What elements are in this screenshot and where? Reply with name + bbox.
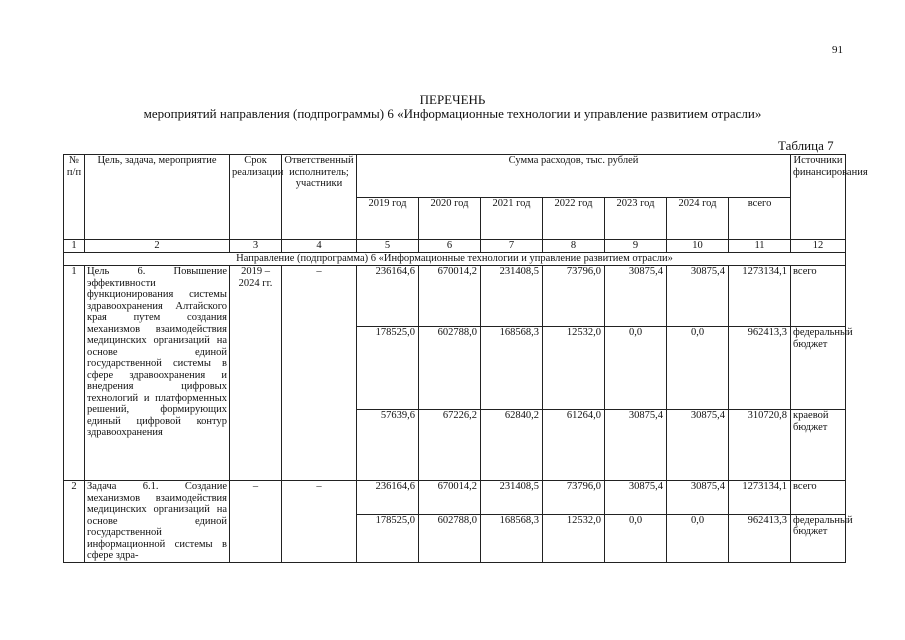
header-total: всего xyxy=(729,197,791,240)
value-cell: 30875,4 xyxy=(667,266,729,327)
column-number: 4 xyxy=(282,240,357,253)
value-cell: 0,0 xyxy=(667,327,729,410)
value-cell: 178525,0 xyxy=(357,327,419,410)
value-cell: 0,0 xyxy=(605,514,667,562)
value-cell: 30875,4 xyxy=(667,481,729,515)
header-sum: Сумма расходов, тыс. рублей xyxy=(357,155,791,198)
value-cell: 236164,6 xyxy=(357,266,419,327)
header-year: 2021 год xyxy=(481,197,543,240)
column-number: 11 xyxy=(729,240,791,253)
value-cell: 73796,0 xyxy=(543,481,605,515)
column-number: 9 xyxy=(605,240,667,253)
value-cell: 178525,0 xyxy=(357,514,419,562)
value-cell: 670014,2 xyxy=(419,266,481,327)
source-cell: всего xyxy=(791,266,846,327)
column-number: 10 xyxy=(667,240,729,253)
total-cell: 310720,8 xyxy=(729,410,791,481)
responsible-cell: – xyxy=(282,481,357,563)
page-number: 91 xyxy=(832,44,843,56)
value-cell: 602788,0 xyxy=(419,514,481,562)
header-year: 2019 год xyxy=(357,197,419,240)
value-cell: 30875,4 xyxy=(605,266,667,327)
value-cell: 57639,6 xyxy=(357,410,419,481)
value-cell: 73796,0 xyxy=(543,266,605,327)
measures-table xyxy=(63,154,868,563)
value-cell: 236164,6 xyxy=(357,481,419,515)
value-cell: 0,0 xyxy=(605,327,667,410)
table-label: Таблица 7 xyxy=(778,138,834,153)
source-cell: всего xyxy=(791,481,846,515)
value-cell: 67226,2 xyxy=(419,410,481,481)
value-cell: 12532,0 xyxy=(543,514,605,562)
column-number: 8 xyxy=(543,240,605,253)
value-cell: 30875,4 xyxy=(605,410,667,481)
responsible-cell: – xyxy=(282,266,357,481)
document-subtitle: мероприятий направления (подпрограммы) 6 «Информационные технологии и управление развитием отрасли» xyxy=(143,106,762,121)
value-cell: 670014,2 xyxy=(419,481,481,515)
value-cell: 231408,5 xyxy=(481,266,543,327)
goal-text: Цель 6. Повышение эффективности функционирования системы здравоохранения Алтайского края путем создания механизмов взаимодействия медицинских организаций на основе единой государственной системы в сфере здравоохранения и внедрения цифровых технологий и платформенных решений, формирующих единый цифровой контур здравоохранения xyxy=(85,266,230,481)
source-cell: федеральный бюджет xyxy=(791,514,846,562)
value-cell: 30875,4 xyxy=(605,481,667,515)
total-cell: 1273134,1 xyxy=(729,266,791,327)
column-number: 1 xyxy=(64,240,85,253)
task-text: Задача 6.1. Создание механизмов взаимодействия медицинских организаций на основе единой государственной информационной системы в сфере здра- xyxy=(85,481,230,563)
header-year: 2022 год xyxy=(543,197,605,240)
value-cell: 12532,0 xyxy=(543,327,605,410)
term-cell: – xyxy=(230,481,282,563)
term-cell: 2019 – 2024 гг. xyxy=(230,266,282,481)
value-cell: 62840,2 xyxy=(481,410,543,481)
source-cell: краевой бюджет xyxy=(791,410,846,481)
direction-row: Направление (подпрограмма) 6 «Информационные технологии и управление развитием отрасли» xyxy=(64,253,846,266)
header-source: Источники финансирования xyxy=(791,155,846,240)
header-term: Срок реализации xyxy=(230,155,282,240)
header-responsible: Ответственный исполнитель; участники xyxy=(282,155,357,240)
row-number: 2 xyxy=(64,481,85,563)
total-cell: 1273134,1 xyxy=(729,481,791,515)
value-cell: 0,0 xyxy=(667,514,729,562)
column-number: 3 xyxy=(230,240,282,253)
value-cell: 231408,5 xyxy=(481,481,543,515)
header-no: № п/п xyxy=(64,155,85,240)
value-cell: 30875,4 xyxy=(667,410,729,481)
header-year: 2023 год xyxy=(605,197,667,240)
value-cell: 602788,0 xyxy=(419,327,481,410)
column-number: 7 xyxy=(481,240,543,253)
column-number: 12 xyxy=(791,240,846,253)
column-number: 6 xyxy=(419,240,481,253)
header-year: 2020 год xyxy=(419,197,481,240)
value-cell: 168568,3 xyxy=(481,514,543,562)
header-goal: Цель, задача, мероприятие xyxy=(85,155,230,240)
value-cell: 168568,3 xyxy=(481,327,543,410)
row-number: 1 xyxy=(64,266,85,481)
value-cell: 61264,0 xyxy=(543,410,605,481)
document-title: ПЕРЕЧЕНЬ xyxy=(419,92,486,107)
source-cell: федеральный бюджет xyxy=(791,327,846,410)
total-cell: 962413,3 xyxy=(729,514,791,562)
total-cell: 962413,3 xyxy=(729,327,791,410)
column-number: 2 xyxy=(85,240,230,253)
column-number: 5 xyxy=(357,240,419,253)
header-year: 2024 год xyxy=(667,197,729,240)
